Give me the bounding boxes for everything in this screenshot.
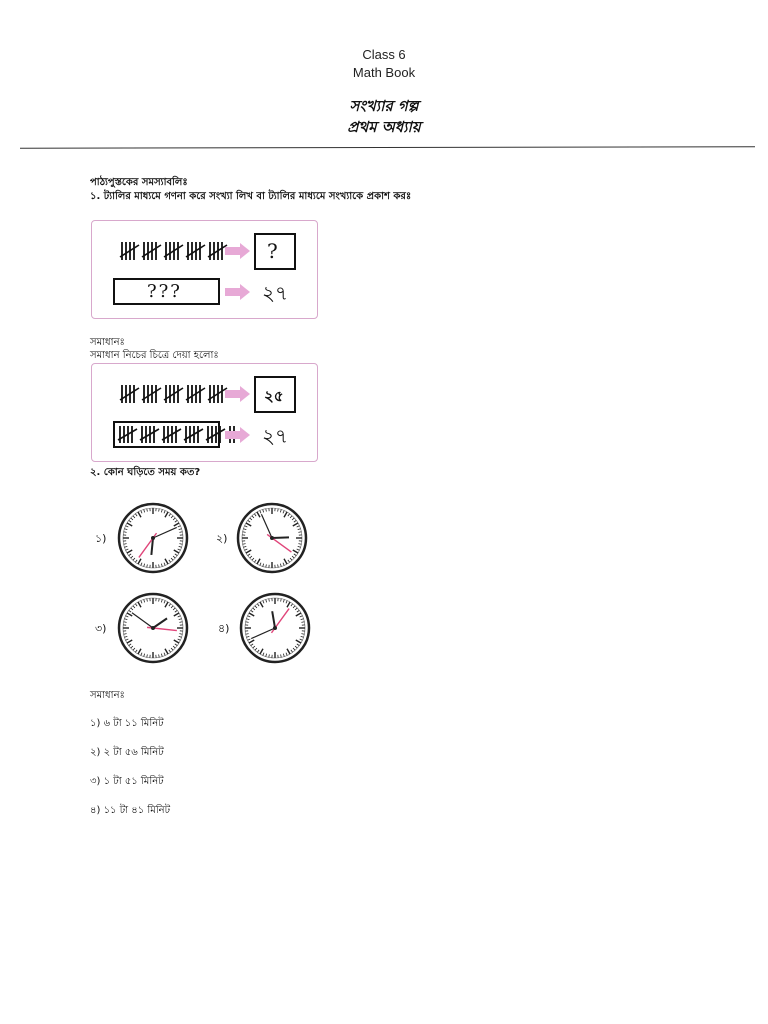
clock-center: [151, 536, 155, 540]
answer-top-value: ?: [267, 239, 278, 263]
clock-1: [116, 497, 190, 579]
chapter-title: সংখ্যার গল্প: [349, 97, 419, 115]
tally-marks-bottom: [118, 426, 234, 443]
header-class: Class 6: [362, 47, 406, 62]
answer-4: ৪) ১১ টা ৪১ মিনিট: [90, 805, 171, 816]
question-2: ২. কোন ঘড়িতে সময় কত?: [90, 467, 201, 478]
number-right: ২৭: [262, 281, 289, 305]
solution-2-label: সমাধানঃ: [90, 690, 125, 701]
tally-figure-2: [91, 363, 318, 462]
answer-3: ৩) ১ টা ৫১ মিনিট: [90, 776, 164, 787]
solution-1-label: সমাধানঃ: [90, 337, 125, 348]
arrow-icon: [225, 427, 250, 443]
divider: [20, 146, 755, 149]
header-book: Math Book: [352, 65, 416, 80]
tally-figure-1: [91, 220, 318, 319]
question-1: ১. ট্যালির মাধ্যমে গণনা করে সংখ্যা লিখ বা ট্যালির মাধ্যমে সংখ্যাকে প্রকাশ করঃ: [90, 191, 412, 202]
clock-1-label: ১): [95, 532, 107, 545]
solution-1-text: সমাধান নিচের চিত্রে দেয়া হলোঃ: [90, 350, 219, 361]
answer-top-value: ২৫: [264, 387, 284, 405]
chapter-subtitle: প্রথম অধ্যায়: [347, 118, 421, 136]
clock-3: [116, 587, 190, 669]
clock-3-label: ৩): [95, 622, 107, 635]
tally-marks-top: [120, 242, 227, 260]
clock-4: [238, 587, 312, 669]
clock-center: [270, 536, 274, 540]
clock-2-label: ২): [216, 532, 228, 545]
clock-4-label: ৪): [218, 622, 230, 635]
hour-hand: [272, 537, 289, 538]
arrow-icon: [225, 243, 250, 259]
tally-marks-top: [120, 385, 227, 403]
clock-2: [235, 497, 309, 579]
answer-1: ১) ৬ টা ১১ মিনিট: [90, 718, 164, 729]
clock-center: [273, 626, 277, 630]
answer-2: ২) ২ টা ৫৬ মিনিট: [90, 747, 164, 758]
arrow-icon: [225, 284, 250, 300]
section-heading: পাঠ্যপুস্তকের সমস্যাবলিঃ: [90, 177, 188, 188]
clock-center: [151, 626, 155, 630]
arrow-icon: [225, 386, 250, 402]
answer-bottom-value: ???: [147, 281, 182, 302]
answer-box-bottom: [114, 422, 219, 447]
number-right: ২৭: [262, 424, 289, 448]
